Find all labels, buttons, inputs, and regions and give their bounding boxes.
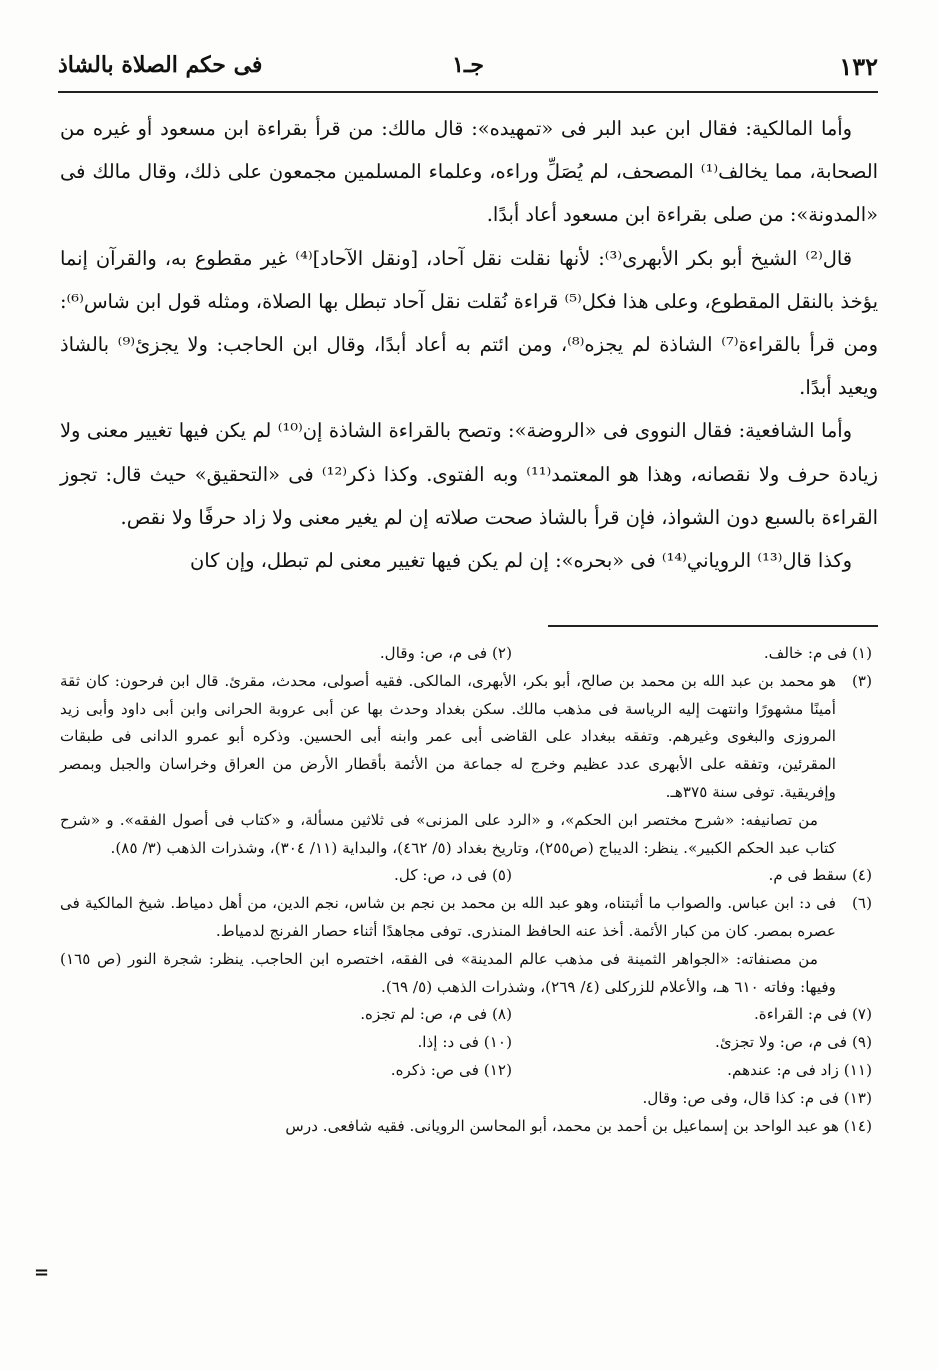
footnote-3-works: من تصانيفه: «شرح مختصر ابن الحكم»، و «الرد على المزنى» فى ثلاثين مسألة، و «كتاب فى أصول الفقه». و «شرح كتاب عبد الحكم الكبير». ينظر: الديباج (ص٢٥٥)، وتاريخ بغداد (٥/ ٤٦٢)، والبداية (١١/ ٣٠٤)، وشذرات الذهب (٣/ ٨٥). bbox=[60, 810, 836, 857]
footnote-row bbox=[60, 1057, 872, 1085]
footnote-row bbox=[60, 1029, 872, 1057]
footnote-8: (٨) فى م، ص: لم تجزه. bbox=[360, 1005, 512, 1024]
paragraph-abhari: قال⁽²⁾ الشيخ أبو بكر الأبهرى⁽³⁾: لأنها نقلت نقل آحاد، [ونقل الآحاد]⁽⁴⁾ غير مقطوع به، والقرآن إنما يؤخذ بالنقل المقطوع، وعلى هذا فكل⁽⁵⁾ قراءة نُقلت نقل آحاد تبطل بها الصلاة، ومثله قول ابن شاس⁽⁶⁾: ومن قرأ بالقراءة⁽⁷⁾ الشاذة لم يجزه⁽⁸⁾، ومن ائتم به أعاد أبدًا، وقال ابن الحاجب: ولا يجزئ⁽⁹⁾ بالشاذ ويعيد أبدًا. bbox=[60, 246, 878, 400]
footnote-separator bbox=[548, 625, 878, 627]
footnote-6: (٦) فى د: ابن عباس. والصواب ما أثبتناه، وهو عبد الله بن محمد بن نجم بن شاس، نجم الدين، من أهل دمياط. شيخ المالكية فى عصره بمصر. كان من كبار الأئمة. أخذ عنه الحافظ المنذرى. توفى مجاهدًا أثناء حصار الفرنج لدمياط. bbox=[60, 894, 872, 940]
footnote-4: (٤) سقط فى م. bbox=[768, 866, 872, 885]
footnote-9: (٩) فى م، ص: ولا تجزئ. bbox=[715, 1033, 872, 1052]
footnote-5: (٥) فى د، ص: كل. bbox=[394, 866, 512, 885]
footnote-row bbox=[60, 640, 872, 668]
chapter-title: فى حكم الصلاة بالشاذ bbox=[58, 52, 263, 78]
footnote-row bbox=[60, 1001, 872, 1029]
footnotes bbox=[60, 640, 872, 1140]
page-number: ١٣٢ bbox=[839, 52, 878, 81]
footnote-10: (١٠) فى د: إذا. bbox=[417, 1033, 512, 1052]
footnote-3: (٣) هو محمد بن عبد الله بن محمد بن صالح، أبو بكر، الأبهرى، المالكى. فقيه أصولى، محدث، مقرئ. قال ابن فرحون: كان ثقة أمينًا مشهورًا وانتهت إليه الرياسة فى مذهب مالك. سكن بغداد وحدث بها عن أبى عروبة الحرانى وابن أبى داود وأبى زيد المروزى والبغوى وغيرهم. وتفقه ببغداد على القاضى أبى عمر وابنه أبى الحسين. وذكره أبو عمرو الدانى فى طبقات المقرئين، وتفقه على الأبهرى عدد عظيم وخرج له جماعة من الأئمة بأقطار الأرض من العراق وخراسان والجبل وبمصر وإفريقية. توفى سنة ٣٧٥هـ. bbox=[60, 671, 872, 801]
main-text bbox=[60, 107, 878, 582]
paragraph-malikiyya: وأما المالكية: فقال ابن عبد البر فى «تمهيده»: قال مالك: من قرأ بقراءة ابن مسعود أو غيره من الصحابة، مما يخالف⁽¹⁾ المصحف، لم يُصَلِّ وراءه، وعلماء المسلمين مجمعون على ذلك، وقال مالك فى «المدونة»: من صلى بقراءة ابن مسعود أعاد أبدًا. bbox=[60, 117, 878, 227]
footnote-14: (١٤) هو عبد الواحد بن إسماعيل بن أحمد بن محمد، أبو المحاسن الرويانى. فقيه شافعى. درس bbox=[285, 1116, 872, 1135]
footnote-6-works: من مصنفاته: «الجواهر الثمينة فى مذهب عالم المدينة» فى الفقه، اختصره ابن الحاجب. ينظر: شجرة النور (ص ١٦٥) وفيها: وفاته ٦١٠ هـ، والأعلام للزركلى (٤/ ٢٦٩)، وشذرات الذهب (٥/ ٦٩). bbox=[60, 949, 836, 996]
footnote-row bbox=[60, 862, 872, 890]
footnote-11: (١١) زاد فى م: عندهم. bbox=[727, 1060, 872, 1079]
paragraph-shafiiyya: وأما الشافعية: فقال النووى فى «الروضة»: وتصح بالقراءة الشاذة إن⁽¹⁰⁾ لم يكن فيها تغيير معنى ولا زيادة حرف ولا نقصانه، وهذا هو المعتمد⁽¹¹⁾ وبه الفتوى. وكذا ذكر⁽¹²⁾ فى «التحقيق» حيث قال: تجوز القراءة بالسبع دون الشواذ، فإن قرأ بالشاذ صحت صلاته إن لم يغير معنى ولا زاد حرفًا ولا نقص. bbox=[60, 419, 878, 529]
volume-label: جـ١ bbox=[452, 52, 484, 78]
paragraph-ruyani: وكذا قال⁽¹³⁾ الروياني⁽¹⁴⁾ فى «بحره»: إن لم يكن فيها تغيير معنى لم تبطل، وإن كان bbox=[189, 549, 852, 573]
footnote-12: (١٢) فى ص: ذكره. bbox=[390, 1060, 512, 1079]
continuation-mark: = bbox=[34, 1262, 50, 1283]
footnote-2: (٢) فى م، ص: وقال. bbox=[379, 644, 512, 662]
footnote-13: (١٣) فى م: كذا قال، وفى ص: وقال. bbox=[642, 1088, 872, 1107]
footnote-7: (٧) فى م: القراءة. bbox=[753, 1005, 872, 1024]
footnote-1: (١) فى م: خالف. bbox=[763, 644, 872, 662]
running-header bbox=[58, 52, 878, 88]
header-rule bbox=[58, 91, 878, 93]
